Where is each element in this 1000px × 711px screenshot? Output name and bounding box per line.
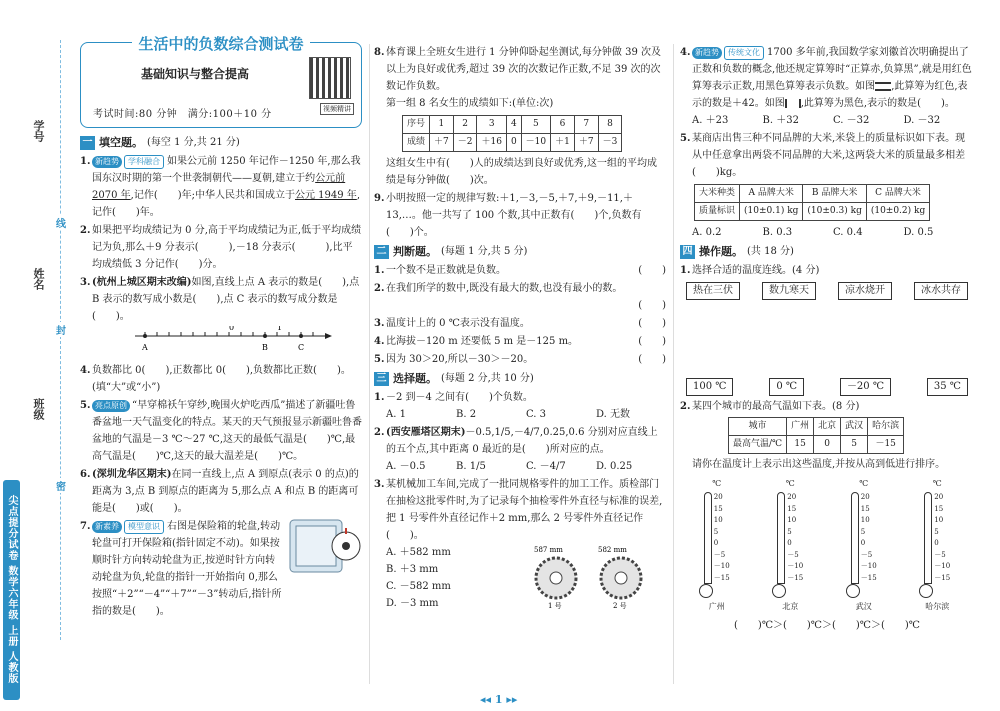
tick: 10 bbox=[787, 516, 797, 524]
tick: 5 bbox=[934, 527, 939, 536]
match-item[interactable]: 凉水烧开 bbox=[838, 282, 892, 300]
question-text: 比海拔－120 m 还要低 5 m 是－125 m。 bbox=[386, 336, 579, 347]
choice-question-2 bbox=[374, 424, 666, 475]
question-1-6 bbox=[80, 466, 362, 517]
section-4-head bbox=[680, 243, 974, 260]
point-b bbox=[263, 334, 267, 338]
table-cell: －3 bbox=[598, 134, 622, 152]
table-cell: －2 bbox=[453, 134, 477, 152]
question-number: 1. bbox=[374, 392, 385, 403]
section-title: 选择题。 bbox=[393, 372, 437, 385]
label-c: C bbox=[298, 343, 305, 352]
table-header: 序号 bbox=[403, 116, 430, 134]
gear-2-label: 2 号 bbox=[613, 602, 627, 610]
seal-mi: 密 bbox=[56, 478, 66, 493]
thermometer-bulb-icon bbox=[772, 584, 786, 598]
question-text: ,此算筹为黑色,表示的数是( )。 bbox=[800, 98, 955, 109]
question-text: 如果公元前 1250 年记作－1250 年,那么我国东汉时期的第一个世袭制朝代——夏朝,建立于约 bbox=[92, 156, 361, 184]
match-top-row bbox=[680, 280, 974, 302]
option[interactable]: C. －4/7 bbox=[526, 461, 566, 472]
question-number: 2. bbox=[374, 427, 385, 438]
tick: －10 bbox=[860, 562, 877, 570]
choice-question-5 bbox=[680, 130, 974, 181]
choice-question-1 bbox=[374, 389, 666, 423]
gears-figure bbox=[526, 544, 666, 610]
column-3 bbox=[680, 44, 974, 634]
table-cell: 8 bbox=[598, 116, 622, 134]
tick: －5 bbox=[713, 550, 726, 559]
section-number: 四 bbox=[680, 245, 695, 259]
table-cell: －10 bbox=[521, 134, 550, 152]
question-1-8 bbox=[374, 44, 666, 112]
tag-badge: 新素养 bbox=[92, 521, 122, 533]
thermometer[interactable] bbox=[777, 475, 803, 615]
tick: －15 bbox=[860, 573, 877, 582]
table-cell: (10±0.3) kg bbox=[803, 203, 866, 221]
tick: 0 bbox=[787, 539, 792, 547]
table-cell: 5 bbox=[841, 436, 868, 454]
point-c bbox=[299, 334, 303, 338]
match-item[interactable]: 100 ℃ bbox=[686, 378, 733, 396]
thermometer-label: 武汉 bbox=[855, 602, 872, 611]
tick: 20 bbox=[713, 493, 723, 501]
tick: －10 bbox=[713, 562, 730, 570]
page-title: 生活中的负数综合测试卷 bbox=[132, 35, 309, 53]
question-text: 小明按照一定的规律写数:＋1,－3,－5,＋7,＋9,－11,＋13,…。他一共写了 100 个数,其中正数有( )个,负数有( )个。 bbox=[386, 193, 642, 238]
thermometer-unit: ℃ bbox=[932, 479, 942, 488]
option[interactable]: D. 0.25 bbox=[596, 461, 633, 472]
column-1 bbox=[80, 132, 362, 621]
section-meta: (共 18 分) bbox=[747, 246, 794, 257]
question-text: 右图是保险箱的轮盘,转动轮盘可打开保险箱(指针固定不动)。如果按顺时针方向转动轮盘为正,按逆时针方向转动轮盘为负,轮盘的指针一开始指向 0,那么按照“＋2”“－4”“＋7”“－3”转动后,指针所指的数是( )。 bbox=[92, 521, 282, 617]
tick: 0 bbox=[713, 539, 719, 547]
safe-dial-icon bbox=[288, 518, 362, 576]
table-cell: 哈尔滨 bbox=[868, 418, 904, 436]
table-cell: 0 bbox=[814, 436, 841, 454]
answer-blank[interactable]: ( ) bbox=[638, 265, 666, 276]
section-title: 判断题。 bbox=[393, 245, 437, 258]
label-b: B bbox=[262, 343, 268, 352]
thermometer[interactable] bbox=[924, 475, 950, 615]
match-item[interactable]: 35 ℃ bbox=[927, 378, 968, 396]
thermometer-unit: ℃ bbox=[785, 479, 795, 488]
column-2 bbox=[374, 44, 666, 613]
tick: －5 bbox=[787, 550, 799, 559]
option[interactable]: D. －32 bbox=[903, 115, 941, 126]
answer-blank[interactable]: ( ) bbox=[638, 336, 666, 347]
option[interactable]: B. 2 bbox=[456, 409, 477, 420]
thermometer-bulb-icon bbox=[699, 584, 713, 598]
table-cell: 广州 bbox=[787, 418, 814, 436]
question-number: 4. bbox=[680, 47, 691, 58]
tick: 10 bbox=[860, 516, 870, 524]
table-cell: ＋7 bbox=[430, 134, 454, 152]
thermometer-unit: ℃ bbox=[859, 479, 869, 488]
table-cell: －15 bbox=[868, 436, 904, 454]
tick: 10 bbox=[934, 516, 944, 524]
option[interactable]: D. 0.5 bbox=[903, 227, 934, 238]
counting-rods-red-icon bbox=[875, 82, 891, 91]
table-cell: 0 bbox=[506, 134, 521, 152]
source-note: (深圳龙华区期末) bbox=[92, 469, 172, 480]
question-1-9 bbox=[374, 190, 666, 241]
question-number: 4. bbox=[80, 365, 91, 376]
question-number: 7. bbox=[80, 521, 91, 532]
question-text: ,此算筹为红色,表示的数是＋42。如图 bbox=[692, 81, 968, 109]
tick: 5 bbox=[860, 527, 866, 536]
question-text: 某商店出售三种不同品牌的大米,米袋上的质量标识如下表。现从中任意拿出两袋不同品牌的大米,这两袋大米的质量最多相差( )kg。 bbox=[692, 133, 966, 178]
section-number: 三 bbox=[374, 372, 389, 386]
thermometer-bulb-icon bbox=[919, 584, 933, 598]
judge-item bbox=[374, 351, 666, 368]
section-title: 操作题。 bbox=[699, 245, 743, 258]
tick: －15 bbox=[713, 573, 730, 582]
option[interactable]: C. 0.4 bbox=[833, 227, 863, 238]
tick: －10 bbox=[934, 562, 951, 570]
table-header: 成绩 bbox=[403, 134, 430, 152]
gear-1-label: 1 号 bbox=[548, 602, 562, 610]
question-text: “早穿棉袄午穿纱,晚围火炉吃西瓜”描述了新疆吐鲁番盆地一天气温变化的特点。某天的天气预报显示新疆吐鲁番盆地的气温是－3 ℃～27 ℃,这天的最低气温是( )℃,最高气温是( )℃,这天的最大温差是( )℃。 bbox=[92, 400, 362, 462]
thermometer[interactable] bbox=[851, 475, 877, 615]
series-tag: 尖点提分试卷 数学六年级 上册 人教版 bbox=[3, 480, 20, 700]
option[interactable]: D. －3 mm bbox=[386, 598, 439, 609]
question-number: 2. bbox=[374, 283, 385, 294]
question-text: －2 到－4 之间有( )个负数。 bbox=[386, 392, 533, 403]
question-1-7 bbox=[80, 518, 362, 620]
question-text: 一个数不是正数就是负数。 bbox=[386, 265, 506, 276]
tick: 20 bbox=[787, 493, 797, 501]
table-cell: 5 bbox=[521, 116, 550, 134]
tick: －15 bbox=[787, 573, 804, 582]
thermometer-bulb-icon bbox=[846, 584, 860, 598]
table-cell: ＋7 bbox=[574, 134, 598, 152]
title-box bbox=[80, 35, 362, 128]
table-cell: A 品牌大米 bbox=[740, 185, 803, 203]
tick: 0 bbox=[860, 539, 866, 547]
tick: 15 bbox=[713, 504, 723, 513]
qr-code-icon[interactable] bbox=[309, 57, 351, 99]
operation-question-1 bbox=[680, 262, 974, 279]
seal-feng: 封 bbox=[56, 322, 66, 337]
question-number: 3. bbox=[80, 277, 91, 288]
thermometer-label: 哈尔滨 bbox=[925, 602, 950, 611]
table-cell: ＋1 bbox=[551, 134, 575, 152]
tick: 5 bbox=[787, 527, 792, 536]
question-number: 3. bbox=[374, 318, 385, 329]
qr-label: 视频精讲 bbox=[320, 103, 354, 115]
question-text: 因为 30＞20,所以－30＞－20。 bbox=[386, 354, 534, 365]
judge-item bbox=[374, 262, 666, 279]
judge-item bbox=[374, 280, 666, 314]
option[interactable]: B. ＋3 mm bbox=[386, 564, 439, 575]
operation-question-2b bbox=[680, 456, 974, 473]
label-banji: 班级 bbox=[32, 398, 45, 420]
label-xuehao: 学号 bbox=[32, 120, 45, 142]
section-3-head bbox=[374, 370, 666, 387]
table-cell: 3 bbox=[477, 116, 506, 134]
page-title-wrap bbox=[81, 33, 361, 54]
question-text: －0.5,1/5,－4/7,0.25,0.6 分别对应直线上的五个点,其中距离 0 最近的是( )所对应的点。 bbox=[386, 427, 658, 455]
question-number: 6. bbox=[80, 469, 91, 480]
binding-margin bbox=[0, 0, 70, 711]
table-cell: 6 bbox=[551, 116, 575, 134]
thermometer-unit: ℃ bbox=[712, 479, 722, 488]
table-header: 质量标识 bbox=[695, 203, 740, 221]
thermometer-label: 北京 bbox=[782, 602, 799, 611]
table-cell: (10±0.1) kg bbox=[740, 203, 803, 221]
source-note: (西安雁塔区期末) bbox=[386, 427, 466, 438]
question-1-3 bbox=[80, 274, 362, 325]
table-cell: B 品牌大米 bbox=[803, 185, 866, 203]
section-number: 二 bbox=[374, 245, 389, 259]
question-text: 如果把平均成绩记为 0 分,高于平均成绩记为正,低于平均成绩记为负,那么＋9 分表示( ),－18 分表示( ),比平均成绩低 3 分记作( )分。 bbox=[92, 225, 362, 270]
section-number: 一 bbox=[80, 136, 95, 150]
tag-badge: 新趋势 bbox=[692, 47, 722, 59]
question-number: 8. bbox=[374, 47, 385, 58]
question-text: 在我们所学的数中,既没有最大的数,也没有最小的数。 bbox=[386, 283, 623, 294]
table-cell: 15 bbox=[787, 436, 814, 454]
question-number: 5. bbox=[680, 133, 691, 144]
tick: 15 bbox=[934, 504, 944, 513]
tick: 20 bbox=[934, 493, 944, 501]
question-text: 如图,直线上点 A 表示的数是( ),点 B 表示的数写成小数是( ),点 C 表示的数写成分数是( )。 bbox=[92, 277, 360, 322]
gear-1-dim: 587 mm bbox=[534, 546, 563, 554]
tick: 15 bbox=[860, 504, 870, 513]
tick: 10 bbox=[713, 516, 723, 524]
section-meta: (每题 1 分,共 5 分) bbox=[441, 246, 528, 257]
option[interactable]: A. 1 bbox=[386, 409, 406, 420]
rice-table bbox=[694, 184, 930, 221]
choice-question-4 bbox=[680, 44, 974, 129]
table-header: 城市 bbox=[729, 418, 787, 436]
question-text: 这组女生中有( )人的成绩达到良好或优秀,这一组的平均成绩是每分钟做( )次。 bbox=[386, 158, 657, 186]
counting-rods-black-icon bbox=[785, 99, 801, 108]
column-divider bbox=[673, 44, 674, 684]
table-cell: 2 bbox=[453, 116, 477, 134]
tick: 20 bbox=[860, 493, 870, 501]
match-bottom-row bbox=[680, 376, 974, 398]
gear-2-dim: 582 mm bbox=[598, 546, 627, 554]
answer-blank[interactable]: ( ) bbox=[638, 300, 666, 311]
table-cell: ＋16 bbox=[477, 134, 506, 152]
question-1-4 bbox=[80, 362, 362, 396]
option[interactable]: B. 1/5 bbox=[456, 461, 486, 472]
thermometers bbox=[680, 475, 974, 615]
question-number: 4. bbox=[374, 336, 385, 347]
tick: 15 bbox=[787, 504, 797, 513]
city-temp-table bbox=[728, 417, 904, 454]
table-cell: 7 bbox=[574, 116, 598, 134]
question-number: 9. bbox=[374, 193, 385, 204]
option[interactable]: B. 0.3 bbox=[762, 227, 793, 238]
question-number: 1. bbox=[680, 265, 691, 276]
table-cell: 4 bbox=[506, 116, 521, 134]
tick: －5 bbox=[860, 550, 873, 559]
option[interactable]: A. ＋582 mm bbox=[386, 547, 451, 558]
section-meta: (每空 1 分,共 21 分) bbox=[147, 137, 240, 148]
judge-item bbox=[374, 315, 666, 332]
section-1-head bbox=[80, 134, 362, 151]
tick: －10 bbox=[787, 562, 804, 570]
label-xingming: 姓名 bbox=[32, 268, 45, 290]
option[interactable]: A. ＋23 bbox=[692, 115, 729, 126]
question-number: 2. bbox=[80, 225, 91, 236]
source-note: (杭州上城区期末改编) bbox=[92, 277, 192, 288]
question-text: 1700 多年前,我国数学家刘徽首次明确提出了正数和负数的概念,他还规定算筹时“正算赤,负算黑”,就是用红色算筹表示正数,用黑色算筹表示负数。如图 bbox=[692, 47, 972, 92]
table-cell: (10±0.2) kg bbox=[866, 203, 929, 221]
question-number: 1. bbox=[80, 156, 91, 167]
operation-question-2 bbox=[680, 398, 974, 415]
question-text: 请你在温度计上表示出这些温度,并按从高到低进行排序。 bbox=[692, 459, 946, 470]
question-number: 1. bbox=[374, 265, 385, 276]
table-cell: 北京 bbox=[814, 418, 841, 436]
option[interactable]: C. 3 bbox=[526, 409, 547, 420]
exam-info: 考试时间:80 分钟 满分:100＋10 分 bbox=[93, 109, 272, 120]
section-2-head bbox=[374, 243, 666, 260]
tag-badge: 传统文化 bbox=[724, 46, 764, 60]
tag-badge: 新趋势 bbox=[92, 156, 122, 168]
option[interactable]: C. －582 mm bbox=[386, 581, 451, 592]
option[interactable]: A. 0.2 bbox=[692, 227, 722, 238]
option[interactable]: A. －0.5 bbox=[386, 461, 426, 472]
number-line-figure bbox=[80, 326, 360, 356]
tag-badge: 亮点原创 bbox=[92, 400, 130, 412]
question-1-8b bbox=[374, 155, 666, 189]
label-a: A bbox=[142, 343, 148, 352]
match-item[interactable]: 数九寒天 bbox=[762, 282, 816, 300]
label-zero: 0 bbox=[229, 326, 235, 332]
page-number-wrap: ◂◂ 1 ▸▸ bbox=[480, 693, 518, 706]
point-a bbox=[143, 334, 147, 338]
option[interactable]: C. －32 bbox=[833, 115, 870, 126]
order-line: ( )℃＞( )℃＞( )℃＞( )℃ bbox=[734, 620, 920, 631]
column-divider bbox=[369, 44, 370, 684]
tick: 5 bbox=[713, 527, 719, 536]
table-header: 最高气温/℃ bbox=[729, 436, 787, 454]
question-text: 温度计上的 0 ℃表示没有温度。 bbox=[386, 318, 530, 329]
question-1-5 bbox=[80, 397, 362, 465]
tick: －5 bbox=[934, 550, 946, 559]
tag-badge: 学科融合 bbox=[124, 155, 164, 169]
thermometer-label: 广州 bbox=[708, 602, 725, 611]
tick: 0 bbox=[934, 539, 939, 547]
question-number: 5. bbox=[374, 354, 385, 365]
table-cell: C 品牌大米 bbox=[866, 185, 929, 203]
tick: －15 bbox=[934, 573, 951, 582]
question-subtext: 第一组 8 名女生的成绩如下:(单位:次) bbox=[386, 98, 554, 109]
page-number: 1 bbox=[494, 693, 503, 706]
question-number: 3. bbox=[374, 479, 385, 490]
answer-blank[interactable]: ( ) bbox=[638, 318, 666, 329]
question-text: ,记作( )年;中华人民共和国成立于 bbox=[130, 190, 295, 201]
question-number: 2. bbox=[680, 401, 691, 412]
question-text: 体育课上全班女生进行 1 分钟仰卧起坐测试,每分钟做 39 次及以上为良好或优秀,超过 39 次的次数记作正数,不足 39 次的次数记作负数。 bbox=[386, 47, 661, 92]
match-gap bbox=[680, 302, 974, 376]
underlined-text: 公元前 2070 年 bbox=[92, 173, 346, 201]
answer-blank[interactable]: ( ) bbox=[638, 354, 666, 365]
judge-item bbox=[374, 333, 666, 350]
question-text: 某四个城市的最高气温如下表。(8 分) bbox=[692, 401, 860, 412]
table-cell: 武汉 bbox=[841, 418, 868, 436]
choice-5-options bbox=[680, 224, 974, 241]
label-one: 1 bbox=[277, 326, 283, 332]
cut-line bbox=[60, 40, 61, 640]
section-title: 填空题。 bbox=[99, 136, 143, 149]
question-text: 在同一直线上,点 A 到原点(表示 0 的点)的距离为 3,点 B 到原点的距离为 5,那么点 A 和点 B 的距离可能是( )或( )。 bbox=[92, 469, 359, 514]
match-item[interactable]: 冰水共存 bbox=[914, 282, 968, 300]
section-meta: (每题 2 分,共 10 分) bbox=[441, 373, 534, 384]
question-number: 5. bbox=[80, 400, 91, 411]
question-1-2 bbox=[80, 222, 362, 273]
table-cell: 1 bbox=[430, 116, 454, 134]
question-text: 选择合适的温度连线。(4 分) bbox=[692, 265, 820, 276]
seal-xian: 线 bbox=[56, 215, 66, 230]
question-text: ,记作( )年。 bbox=[92, 190, 360, 218]
question-text: 某机械加工车间,完成了一批同规格零件的加工工作。质检部门在抽检这批零件时,为了记录每个抽检零件外直径与标准的误差,把 1 号零件外直径记作＋2 mm,那么 2 号零件外直径记作( )。 bbox=[386, 479, 663, 541]
match-item[interactable]: －20 ℃ bbox=[840, 378, 891, 396]
match-item[interactable]: 热在三伏 bbox=[686, 282, 740, 300]
thermometer[interactable] bbox=[704, 475, 730, 615]
match-item[interactable]: 0 ℃ bbox=[769, 378, 804, 396]
option[interactable]: B. ＋32 bbox=[762, 115, 799, 126]
tag-badge: 模型意识 bbox=[124, 520, 164, 534]
question-text: 负数都比 0( ),正数都比 0( ),负数都比正数( )。(填“大”或“小”) bbox=[92, 365, 351, 393]
subtitle: 基础知识与整合提高 bbox=[141, 67, 250, 81]
option[interactable]: D. 无数 bbox=[596, 409, 631, 420]
table-header: 大米种类 bbox=[695, 185, 740, 203]
score-table bbox=[402, 115, 622, 152]
underlined-text: 公元 1949 年 bbox=[295, 190, 357, 201]
question-1-1 bbox=[80, 153, 362, 221]
choice-question-3 bbox=[374, 476, 666, 612]
